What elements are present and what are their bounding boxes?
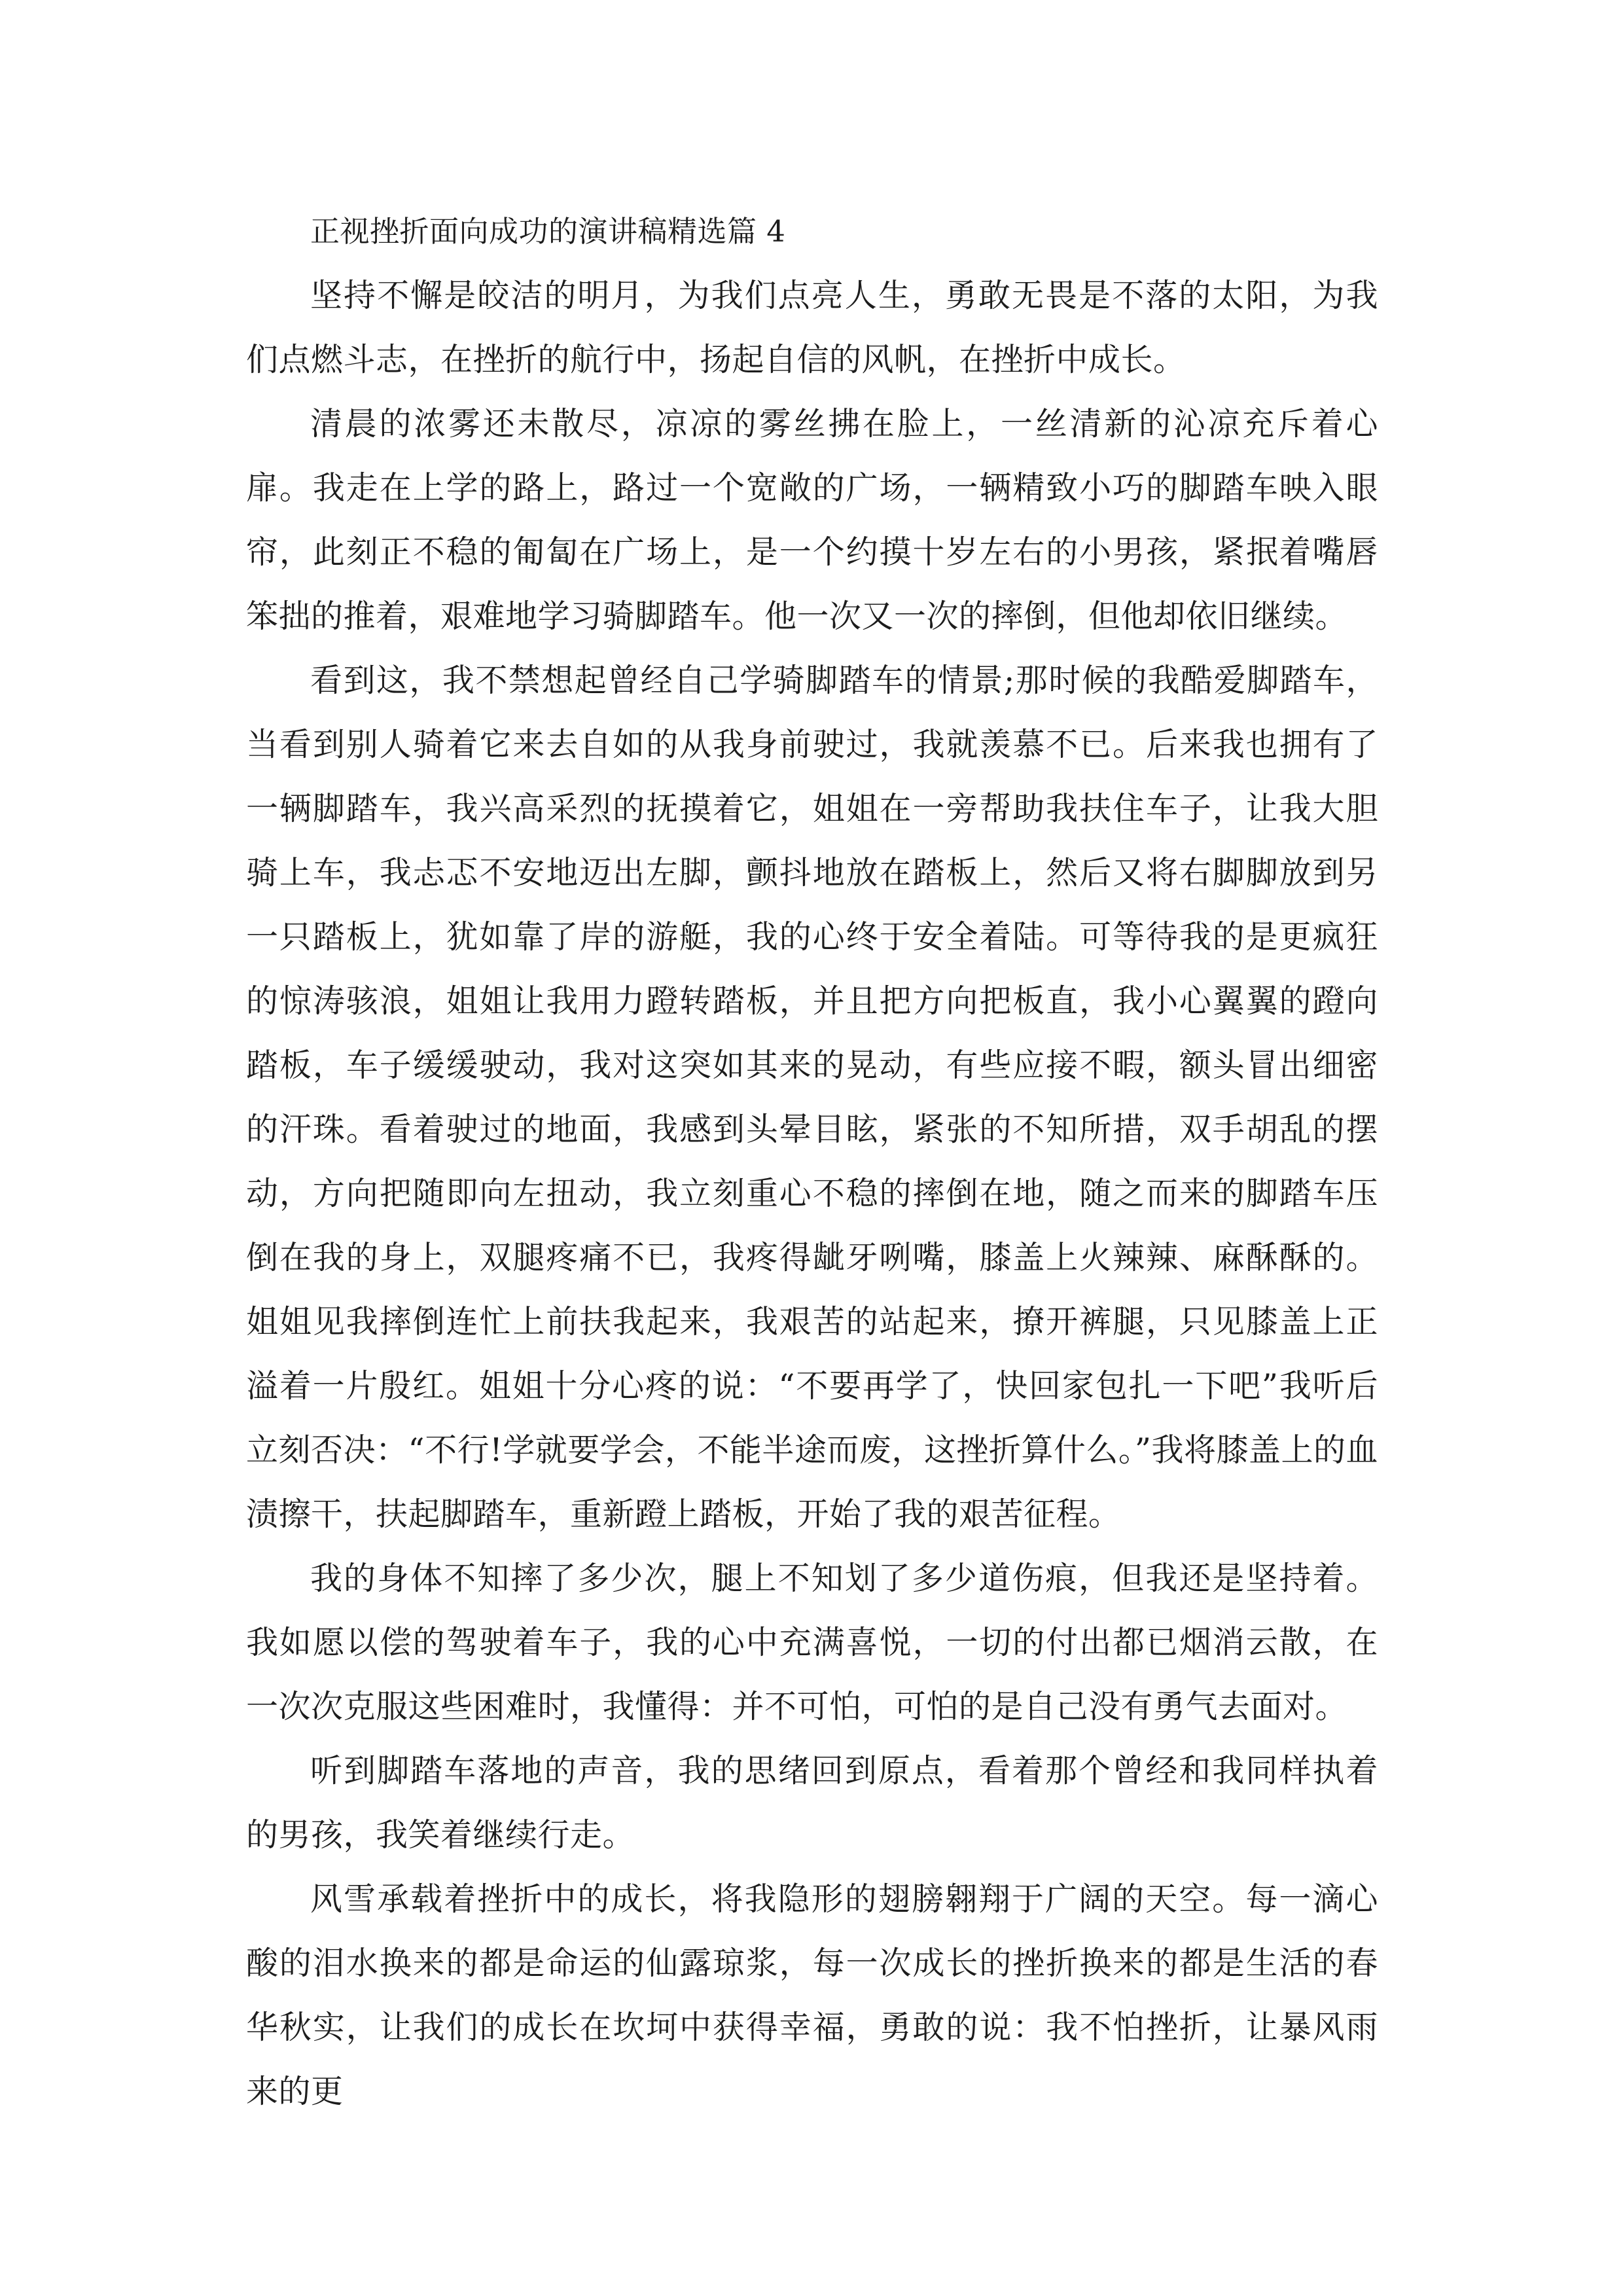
paragraph-5: 听到脚踏车落地的声音，我的思绪回到原点，看着那个曾经和我同样执着的男孩，我笑着继续行走。 — [246, 1752, 1378, 1854]
paragraph-6: 风雪承载着挫折中的成长，将我隐形的翅膀翱翔于广阔的天空。每一滴心酸的泪水换来的都是命运的仙露琼浆，每一次成长的挫折换来的都是生活的春华秋实，让我们的成长在坎坷中获得幸福，勇敢的说：我不怕挫折，让暴风雨来的更 — [246, 1880, 1378, 2110]
document-body — [246, 200, 1378, 2124]
document-title: 正视挫折面向成功的演讲稿精选篇 4 — [310, 214, 786, 249]
paragraph-3: 看到这，我不禁想起曾经自己学骑脚踏车的情景;那时候的我酷爱脚踏车，当看到别人骑着它来去自如的从我身前驶过，我就羡慕不已。后来我也拥有了一辆脚踏车，我兴高采烈的抚摸着它，姐姐在一旁帮助我扶住车子，让我大胆骑上车，我忐忑不安地迈出左脚，颤抖地放在踏板上，然后又将右脚脚放到另一只踏板上，犹如靠了岸的游艇，我的心终于安全着陆。可等待我的是更疯狂的惊涛骇浪，姐姐让我用力蹬转踏板，并且把方向把板直，我小心翼翼的蹬向踏板，车子缓缓驶动，我对这突如其来的晃动，有些应接不暇，额头冒出细密的汗珠。看着驶过的地面，我感到头晕目眩，紧张的不知所措，双手胡乱的摆动，方向把随即向左扭动，我立刻重心不稳的摔倒在地，随之而来的脚踏车压倒在我的身上，双腿疼痛不已，我疼得龇牙咧嘴，膝盖上火辣辣、麻酥酥的。姐姐见我摔倒连忙上前扶我起来，我艰苦的站起来，撩开裤腿，只见膝盖上正溢着一片殷红。姐姐十分心疼的说：“不要再学了，快回家包扎一下吧”我听后立刻否决：“不行!学就要学会，不能半途而废，这挫折算什么。”我将膝盖上的血渍擦干，扶起脚踏车，重新蹬上踏板，开始了我的艰苦征程。 — [246, 662, 1378, 1533]
paragraph-2: 清晨的浓雾还未散尽，凉凉的雾丝拂在脸上，一丝清新的沁凉充斥着心扉。我走在上学的路上，路过一个宽敞的广场，一辆精致小巧的脚踏车映入眼帘，此刻正不稳的匍匐在广场上，是一个约摸十岁左右的小男孩，紧抿着嘴唇笨拙的推着，艰难地学习骑脚踏车。他一次又一次的摔倒，但他却依旧继续。 — [246, 405, 1378, 635]
paragraph-1: 坚持不懈是皎洁的明月，为我们点亮人生，勇敢无畏是不落的太阳，为我们点燃斗志，在挫折的航行中，扬起自信的风帆，在挫折中成长。 — [246, 277, 1378, 378]
paragraph-4: 我的身体不知摔了多少次，腿上不知划了多少道伤痕，但我还是坚持着。我如愿以偿的驾驶着车子，我的心中充满喜悦，一切的付出都已烟消云散，在一次次克服这些困难时，我懂得：并不可怕，可怕的是自己没有勇气去面对。 — [246, 1560, 1378, 1725]
